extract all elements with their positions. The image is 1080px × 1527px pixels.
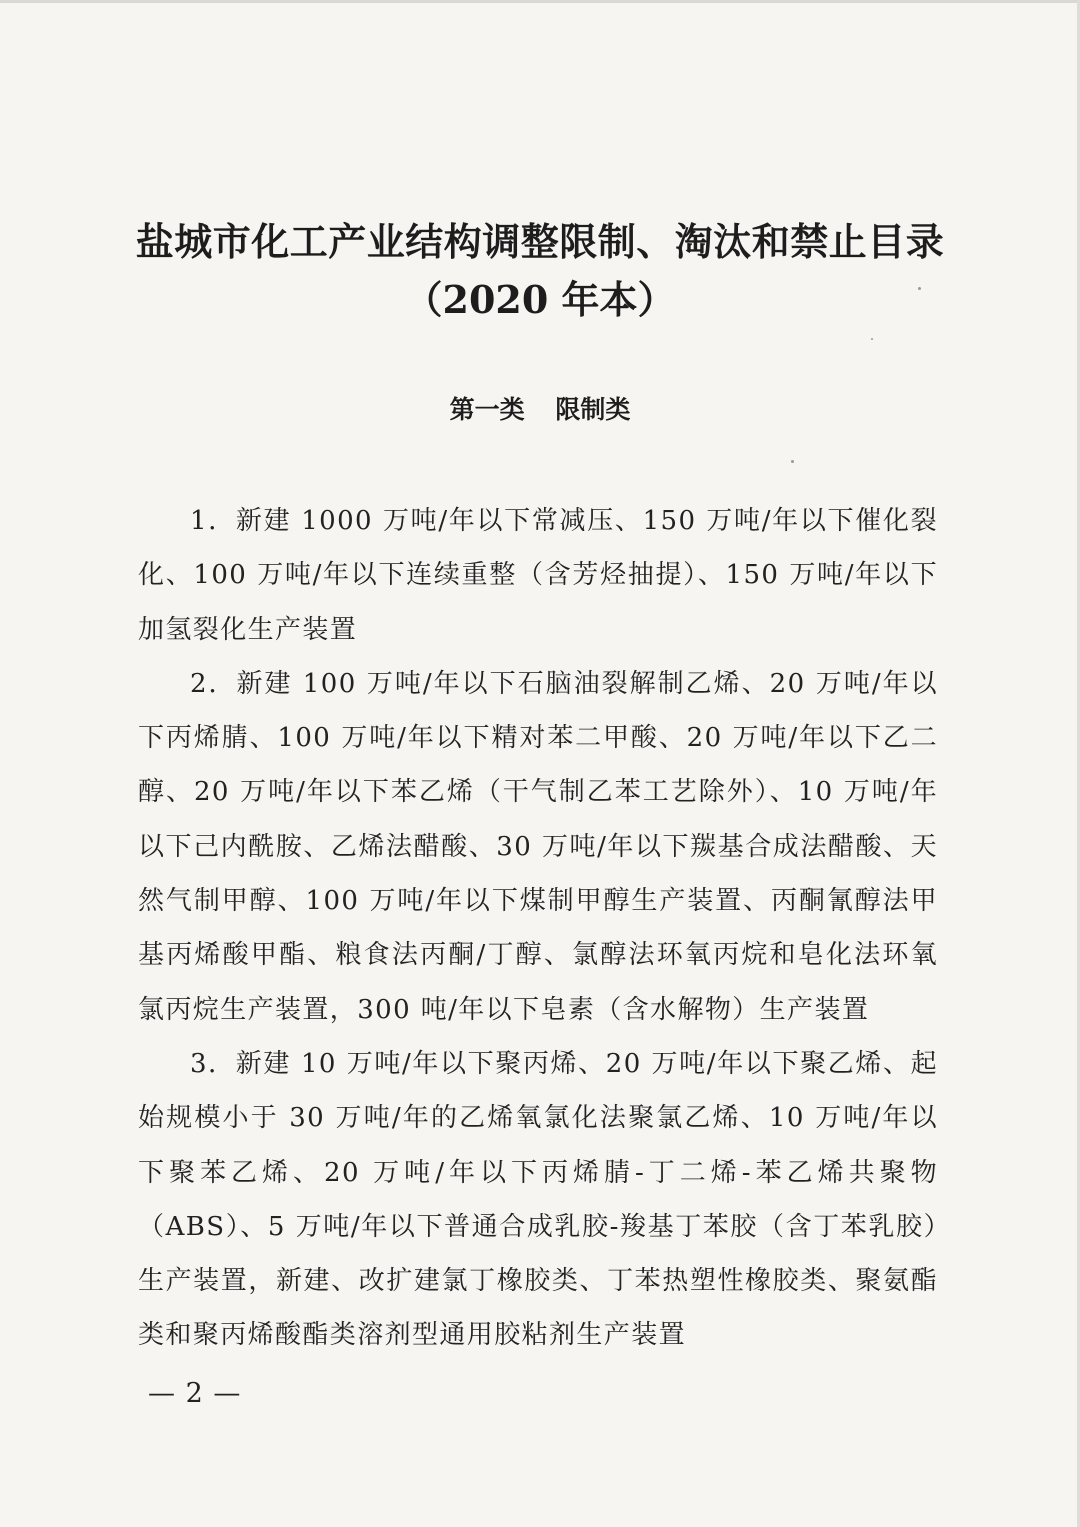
- page-number: — 2 —: [148, 1378, 242, 1409]
- list-item: 2．新建 100 万吨/年以下石脑油裂解制乙烯、20 万吨/年以下丙烯腈、100 万吨/年以下精对苯二甲酸、20 万吨/年以下乙二醇、20 万吨/年以下苯乙烯（干气制乙苯工艺除外）、10 万吨/年以下己内酰胺、乙烯法醋酸、30 万吨/年以下羰基合成法醋酸、天然气制甲醇、100 万吨/年以下煤制甲醇生产装置、丙酮氰醇法甲基丙烯酸甲酯、粮食法丙酮/丁醇、氯醇法环氧丙烷和皂化法环氧氯丙烷生产装置，300 吨/年以下皂素（含水解物）生产装置: [138, 668, 938, 1025]
- document-title: 盐城市化工产业结构调整限制、淘汰和禁止目录: [135, 219, 945, 264]
- scan-speck: [791, 460, 794, 463]
- document-body: [138, 494, 938, 1363]
- list-item: 3．新建 10 万吨/年以下聚丙烯、20 万吨/年以下聚乙烯、起始规模小于 30 万吨/年的乙烯氧氯化法聚氯乙烯、10 万吨/年以下聚苯乙烯、20 万吨/年以下丙烯腈-丁二烯-苯乙烯共聚物（ABS）、5 万吨/年以下普通合成乳胶-羧基丁苯胶（含丁苯乳胶）生产装置，新建、改扩建氯丁橡胶类、丁苯热塑性橡胶类、聚氨酯类和聚丙烯酸酯类溶剂型通用胶粘剂生产装置: [138, 1048, 938, 1351]
- list-item: 1．新建 1000 万吨/年以下常减压、150 万吨/年以下催化裂化、100 万吨/年以下连续重整（含芳烃抽提）、150 万吨/年以下加氢裂化生产装置: [138, 506, 938, 645]
- scan-speck: [918, 287, 921, 290]
- document-title-edition: （2020 年本）: [404, 277, 676, 322]
- scan-edge-top: [0, 0, 1080, 3]
- section-heading: 第一类 限制类: [449, 395, 631, 424]
- scan-speck: [871, 338, 873, 340]
